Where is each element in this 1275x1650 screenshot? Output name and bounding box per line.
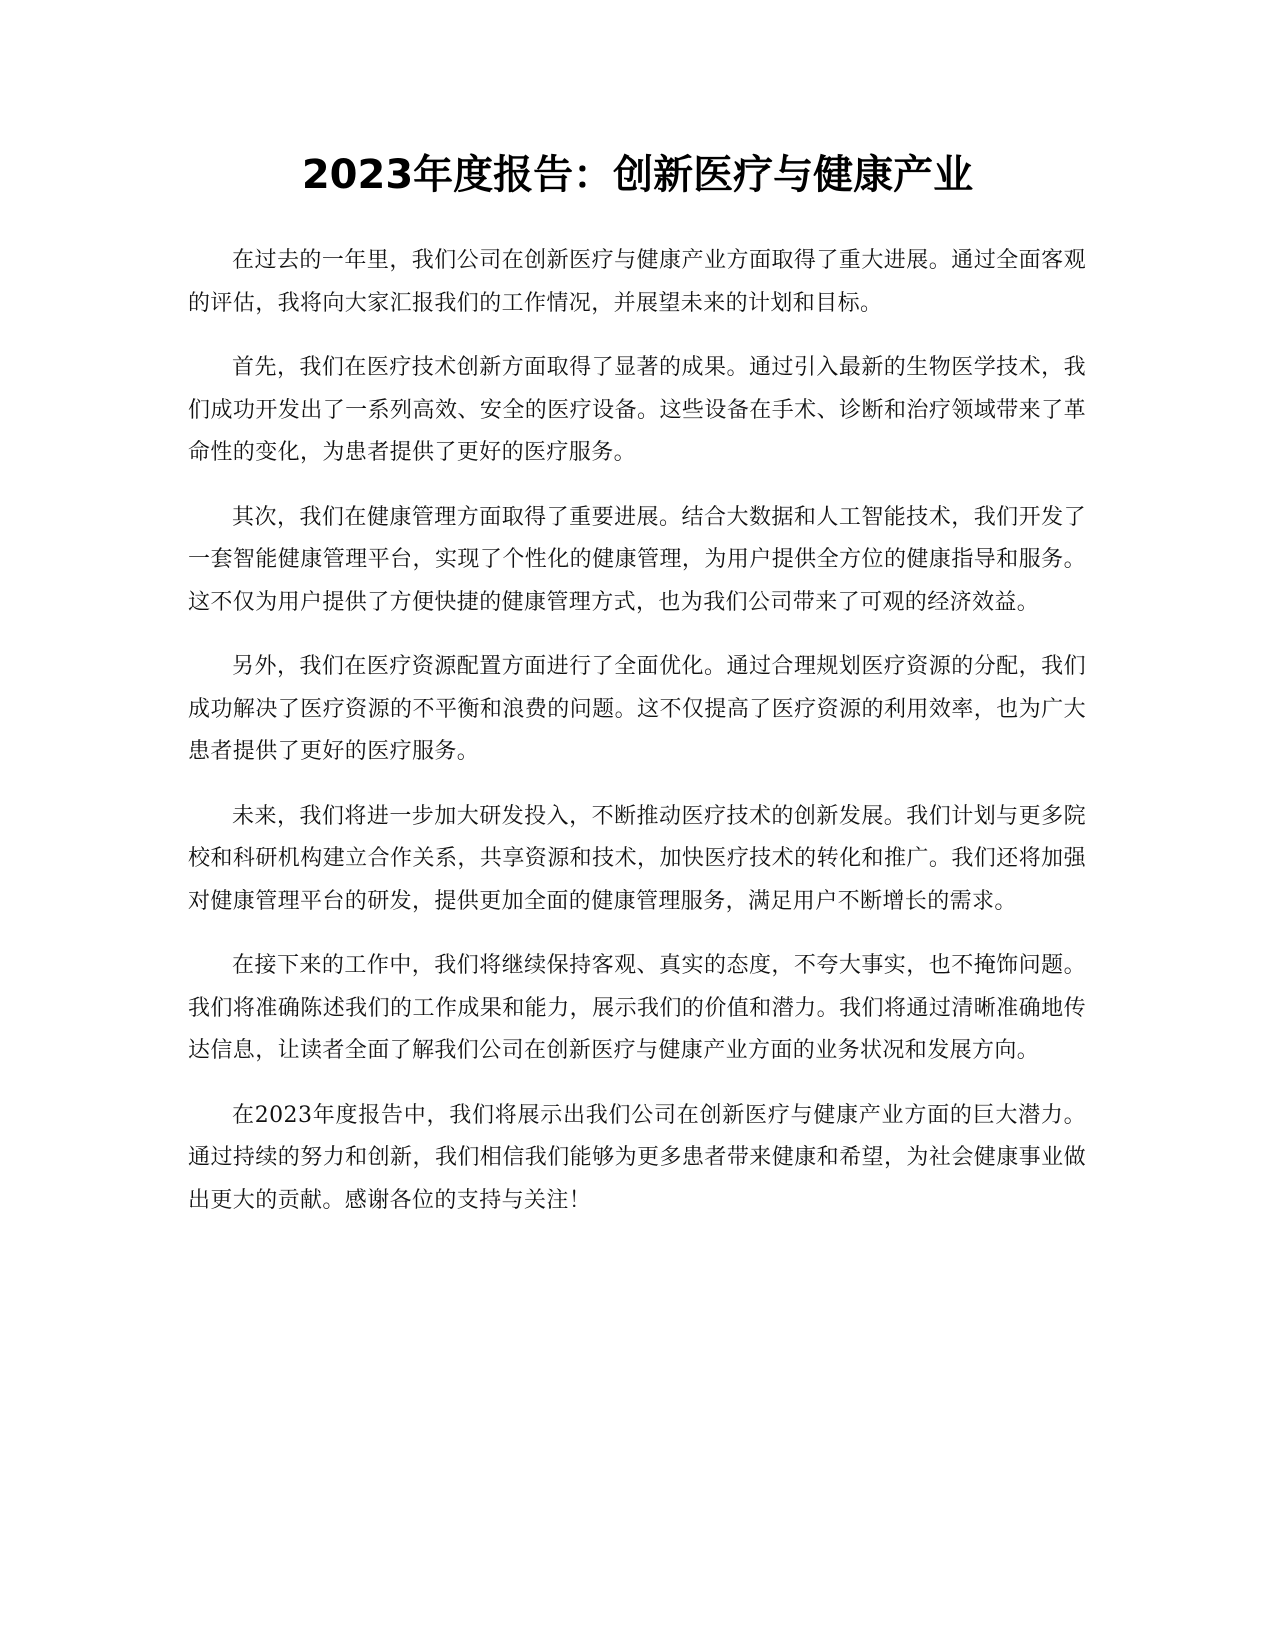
document-title: 2023年度报告：创新医疗与健康产业 <box>301 152 974 198</box>
paragraph-tech-innovation: 首先，我们在医疗技术创新方面取得了显著的成果。通过引入最新的生物医学技术，我们成功开发出了一系列高效、安全的医疗设备。这些设备在手术、诊断和治疗领域带来了革命性的变化，为患者提供了更好的医疗服务。 <box>188 355 1086 465</box>
paragraph-commitment: 在接下来的工作中，我们将继续保持客观、真实的态度，不夸大事实，也不掩饰问题。我们将准确陈述我们的工作成果和能力，展示我们的价值和潜力。我们将通过清晰准确地传达信息，让读者全面了解我们公司在创新医疗与健康产业方面的业务状况和发展方向。 <box>188 953 1086 1063</box>
paragraph-closing: 在2023年度报告中，我们将展示出我们公司在创新医疗与健康产业方面的巨大潜力。通过持续的努力和创新，我们相信我们能够为更多患者带来健康和希望，为社会健康事业做出更大的贡献。感谢各位的支持与关注！ <box>188 1102 1086 1213</box>
paragraph-resource-allocation: 另外，我们在医疗资源配置方面进行了全面优化。通过合理规划医疗资源的分配，我们成功解决了医疗资源的不平衡和浪费的问题。这不仅提高了医疗资源的利用效率，也为广大患者提供了更好的医疗服务。 <box>188 654 1086 764</box>
paragraph-intro: 在过去的一年里，我们公司在创新医疗与健康产业方面取得了重大进展。通过全面客观的评估，我将向大家汇报我们的工作情况，并展望未来的计划和目标。 <box>188 248 1086 316</box>
document-body <box>188 240 1086 1244</box>
paragraph-health-management: 其次，我们在健康管理方面取得了重要进展。结合大数据和人工智能技术，我们开发了一套智能健康管理平台，实现了个性化的健康管理，为用户提供全方位的健康指导和服务。这不仅为用户提供了方便快捷的健康管理方式，也为我们公司带来了可观的经济效益。 <box>188 504 1086 615</box>
paragraph-future-plans: 未来，我们将进一步加大研发投入，不断推动医疗技术的创新发展。我们计划与更多院校和科研机构建立合作关系，共享资源和技术，加快医疗技术的转化和推广。我们还将加强对健康管理平台的研发，提供更加全面的健康管理服务，满足用户不断增长的需求。 <box>188 803 1086 914</box>
